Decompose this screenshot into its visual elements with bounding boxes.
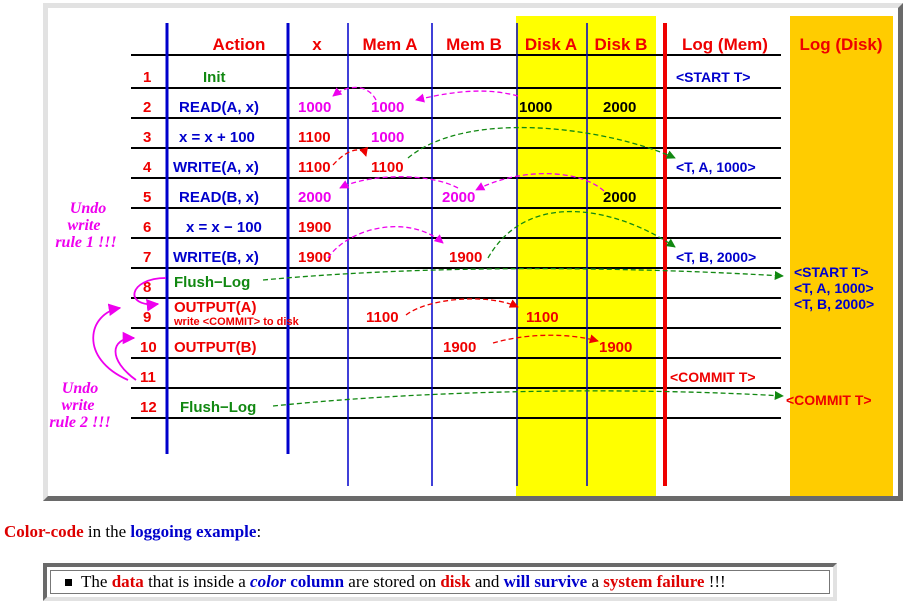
caption-text: in the [83, 522, 131, 541]
action-cell: WRITE(B, x) [173, 249, 259, 266]
note-system-failure: system failure [603, 572, 705, 591]
diagram-frame [43, 3, 903, 501]
action-cell: x = x + 100 [179, 129, 255, 146]
note-data: data [111, 572, 144, 591]
log-disk-entry: <T, A, 1000> [794, 280, 874, 296]
arrow-write-a-x-to-mem [333, 150, 366, 165]
row-number: 6 [143, 219, 152, 236]
disk-a-cell: 1100 [526, 309, 559, 326]
undo-rule-1-line: rule 1 !!! [55, 234, 117, 251]
mem-b-cell: 1900 [443, 339, 477, 356]
row-number: 9 [143, 309, 152, 326]
disk-b-cell: 2000 [603, 189, 637, 206]
action-cell: Flush−Log [174, 274, 251, 291]
bullet-icon [65, 579, 72, 586]
note-text [50, 570, 830, 594]
mem-a-cell: 1100 [366, 309, 399, 326]
action-cell: OUTPUT(B) [174, 339, 257, 356]
color-code-caption [4, 522, 261, 542]
row-number: 2 [143, 99, 152, 116]
log-mem-cell: <COMMIT T> [670, 369, 756, 385]
row-number: 12 [140, 399, 157, 416]
x-cell: 1000 [298, 99, 332, 116]
header-disk-a: Disk A [524, 35, 578, 54]
log-disk-commit: <COMMIT T> [786, 392, 872, 408]
x-cell: 2000 [298, 189, 332, 206]
arrow-read-a-mem-to-x [333, 87, 376, 100]
undo-rule-2-line: Undo [61, 380, 99, 397]
mem-b-cell: 1900 [449, 249, 483, 266]
note-column: column [285, 572, 345, 591]
action-cell: x = x − 100 [186, 219, 262, 236]
row-number: 3 [143, 129, 152, 146]
action-cell: WRITE(A, x) [173, 159, 259, 176]
arrow-write-b-x-to-mem [328, 227, 443, 258]
x-cell: 1100 [298, 159, 331, 176]
log-mem-cell: <START T> [676, 69, 751, 85]
row-number: 11 [140, 369, 156, 386]
mem-a-cell: 1100 [371, 159, 404, 176]
x-cell: 1100 [298, 129, 331, 146]
disk-a-cell: 1000 [519, 99, 553, 116]
undo-logging-diagram [48, 8, 898, 496]
row-number: 7 [143, 249, 152, 266]
log-disk-column-band [790, 16, 893, 496]
caption-color-code: Color-code [4, 522, 84, 541]
note-segment: !!! [704, 572, 726, 591]
header-log-disk: Log (Disk) [799, 35, 883, 54]
action-cell: Flush−Log [180, 399, 257, 416]
undo-rule-2-line: rule 2 !!! [49, 414, 111, 431]
mem-a-cell: 1000 [371, 99, 405, 116]
note-color: color [250, 572, 286, 591]
note-disk: disk [440, 572, 471, 591]
note-box [43, 563, 837, 601]
header-disk-b: Disk B [594, 35, 648, 54]
undo-rule-1-line: Undo [69, 200, 107, 217]
undo-rule-1-line: write [67, 217, 101, 234]
note-will-survive: will survive [503, 572, 588, 591]
caption-colon: : [256, 522, 262, 541]
mem-a-cell: 1000 [371, 129, 405, 146]
row-number: 1 [143, 69, 152, 86]
header-action: Action [212, 35, 266, 54]
header-log-mem: Log (Mem) [682, 35, 768, 54]
x-cell: 1900 [298, 249, 332, 266]
arrow-output-a-mem-to-disk [406, 299, 518, 315]
mem-b-cell: 2000 [442, 189, 476, 206]
note-segment: The [81, 572, 112, 591]
log-disk-entry: <START T> [794, 264, 869, 280]
row-number: 5 [143, 189, 152, 206]
log-mem-cell: <T, B, 2000> [676, 249, 757, 265]
log-disk-entry: <T, B, 2000> [794, 296, 875, 312]
x-cell: 1900 [298, 219, 332, 236]
header-x: x [312, 35, 322, 54]
header-mem-a: Mem A [362, 35, 418, 54]
disk-b-cell: 2000 [603, 99, 637, 116]
header-mem-b: Mem B [446, 35, 502, 54]
action-cell: Init [203, 69, 226, 86]
note-segment: and [470, 572, 504, 591]
action-cell: OUTPUT(A) [174, 299, 257, 316]
log-mem-cell: <T, A, 1000> [676, 159, 756, 175]
row-number: 8 [143, 279, 152, 296]
caption-example: loggoing example [130, 522, 257, 541]
disk-b-cell: 1900 [599, 339, 633, 356]
action-cell: READ(B, x) [179, 189, 260, 206]
undo-rule-2-line: write [61, 397, 95, 414]
row-number: 10 [140, 339, 157, 356]
action-cell: READ(A, x) [179, 99, 260, 116]
note-segment: are stored on [344, 572, 441, 591]
note-segment: a [587, 572, 604, 591]
note-segment: that is inside a [143, 572, 251, 591]
row-number: 4 [143, 159, 152, 176]
action-subtext: write <COMMIT> to disk [174, 316, 299, 328]
